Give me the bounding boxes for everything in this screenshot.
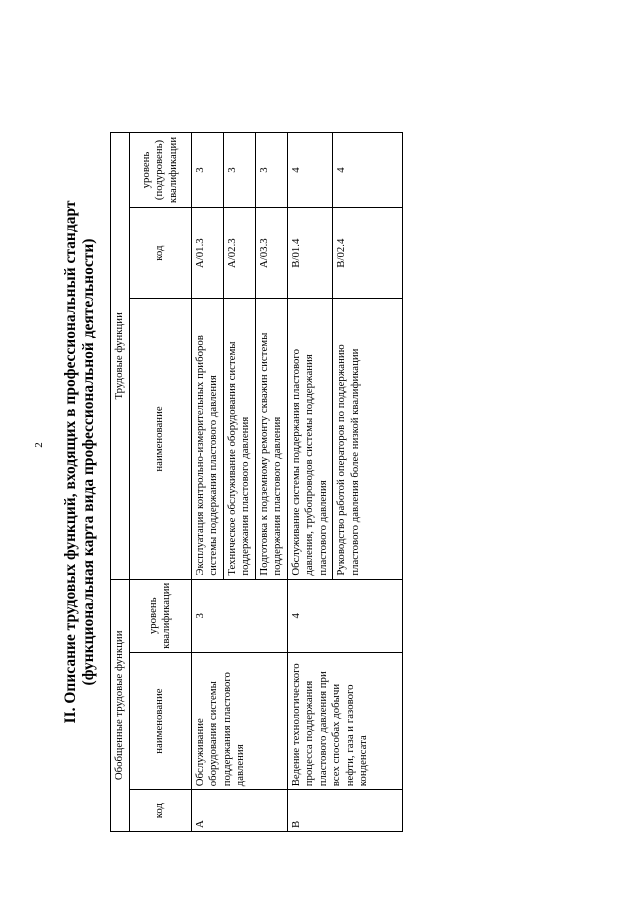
section-title (62, 52, 98, 872)
gen-level-cell: 4 (287, 579, 403, 652)
func-level-header: уровень (подуровень) квалификации (129, 133, 191, 208)
gen-name-header: наименование (129, 652, 191, 789)
func-level-cell: 3 (255, 133, 287, 208)
title-line-1: II. Описание трудовых функций, входящих в профессиональный стандарт (62, 200, 79, 724)
gen-level-header: уровень квалификации (129, 579, 191, 652)
functional-map-table (110, 132, 403, 832)
generalized-functions-header: Обобщенные трудовые функции (111, 579, 130, 831)
func-level-cell: 3 (223, 133, 255, 208)
func-code-cell: B/01.4 (287, 208, 333, 299)
header-row-1 (111, 133, 130, 832)
func-code-cell: A/02.3 (223, 208, 255, 299)
gen-name-cell: Обслуживание оборудования системы поддержания пластового давления (191, 652, 287, 789)
rotated-page-content (62, 52, 640, 872)
func-name-cell: Эксплуатация контрольно-измерительных приборов системы поддержания пластового давления (191, 299, 223, 579)
gen-level-cell: 3 (191, 579, 287, 652)
gen-code-cell: A (191, 790, 287, 832)
func-code-header: код (129, 208, 191, 299)
header-row-2 (129, 133, 191, 832)
table-row (191, 133, 223, 832)
labor-functions-header: Трудовые функции (111, 133, 130, 580)
page-number: 2 (33, 442, 45, 448)
func-name-cell: Руководство работой операторов по поддержанию пластового давления более низкой квалификации (333, 299, 403, 579)
func-level-cell: 4 (333, 133, 403, 208)
func-code-cell: A/03.3 (255, 208, 287, 299)
func-name-cell: Обслуживание системы поддержания пластового давления, трубопроводов системы поддержания пластового давления (287, 299, 333, 579)
table-row (287, 133, 333, 832)
gen-name-cell: Ведение технологического процесса поддержания пластового давления при всех способах добычи нефти, газа и газового конденсата (287, 652, 403, 789)
title-line-2: (функциональная карта вида профессиональной деятельности) (80, 238, 97, 686)
gen-code-cell: B (287, 790, 403, 832)
func-level-cell: 3 (191, 133, 223, 208)
func-code-cell: A/01.3 (191, 208, 223, 299)
func-name-cell: Техническое обслуживание оборудования системы поддержания пластового давления (223, 299, 255, 579)
func-code-cell: B/02.4 (333, 208, 403, 299)
func-name-cell: Подготовка к подземному ремонту скважин системы поддержания пластового давления (255, 299, 287, 579)
gen-code-header: код (129, 790, 191, 832)
func-name-header: наименование (129, 299, 191, 579)
func-level-cell: 4 (287, 133, 333, 208)
